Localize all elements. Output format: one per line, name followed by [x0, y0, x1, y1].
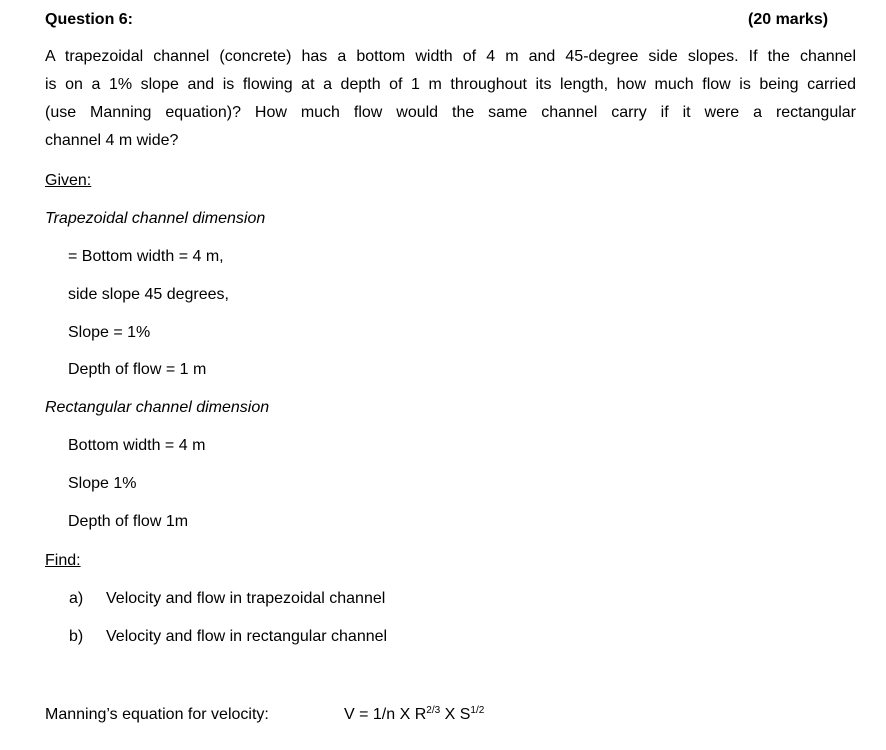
- find-marker: a): [69, 590, 84, 607]
- trapezoidal-heading: Trapezoidal channel dimension: [45, 210, 266, 227]
- equation-part: V = 1/n X R: [344, 706, 427, 723]
- equation-exponent: 1/2: [470, 705, 485, 716]
- question-marks: (20 marks): [748, 11, 829, 28]
- question-paragraph: [45, 43, 856, 155]
- rectangular-heading: Rectangular channel dimension: [45, 399, 270, 416]
- paragraph-line: A trapezoidal channel (concrete) has a bottom width of 4 m and 45-degree side slopes. If the channel: [45, 48, 856, 65]
- given-item: Slope 1%: [68, 475, 137, 492]
- find-item: Velocity and flow in trapezoidal channel: [106, 590, 386, 607]
- manning-equation: [344, 705, 484, 725]
- given-item: Depth of flow = 1 m: [68, 361, 207, 378]
- paragraph-line: channel 4 m wide?: [45, 132, 179, 149]
- equation-label: Manning’s equation for velocity:: [45, 706, 269, 723]
- given-item: = Bottom width = 4 m,: [68, 248, 224, 265]
- question-title: Question 6:: [45, 11, 134, 28]
- given-item: Bottom width = 4 m: [68, 437, 206, 454]
- equation-part: X S: [440, 706, 471, 723]
- given-item: side slope 45 degrees,: [68, 286, 229, 303]
- given-item: Depth of flow 1m: [68, 513, 189, 530]
- given-item: Slope = 1%: [68, 324, 151, 341]
- find-heading: Find:: [45, 552, 81, 569]
- find-item: Velocity and flow in rectangular channel: [106, 628, 388, 645]
- paragraph-line: is on a 1% slope and is flowing at a depth of 1 m throughout its length, how much flow is being carried: [45, 76, 856, 93]
- equation-exponent: 2/3: [426, 705, 441, 716]
- find-marker: b): [69, 628, 84, 645]
- paragraph-line: (use Manning equation)? How much flow would the same channel carry if it were a rectangular: [45, 104, 856, 121]
- given-heading: Given:: [45, 172, 92, 189]
